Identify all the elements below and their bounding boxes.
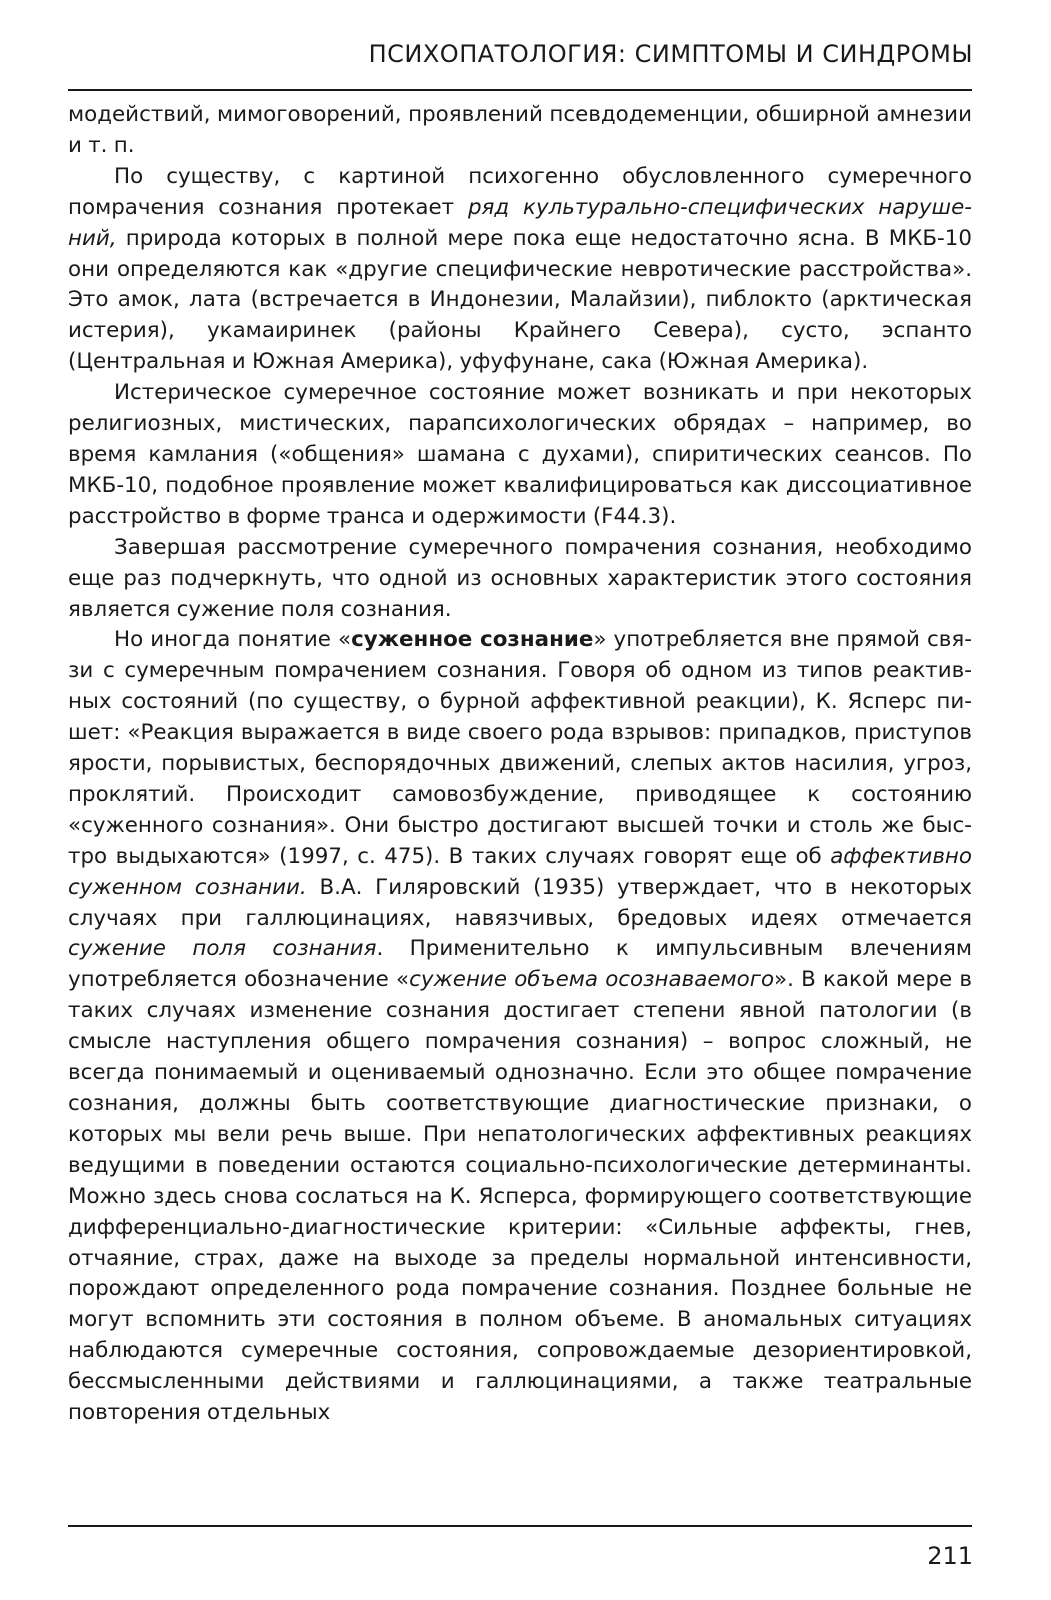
running-head: ПСИХОПАТОЛОГИЯ: СИМПТОМЫ И СИНДРОМЫ: [368, 40, 973, 68]
emphasis-bold: суженное сознание: [351, 627, 594, 653]
text-run: » употребляется вне прямой связи с сумеречным помрачением сознания. Говоря об одном из типов реактивных состояний (по существу, о бурной аффективной реакции), К. Ясперс пишет: «Реакция выражается в виде своего рода взрывов: припадков, приступов ярости, порывистых, беспорядочных движений, слепых актов насилия, угроз, проклятий. Происходит самовозбуждение, приводящее к состоянию «суженного сознания». Они быстро достигают высшей точки и столь же быстро выдыхаются» (1997, с. 475). В таких случаях говорят еще об: [68, 627, 972, 869]
text-run: ». В какой мере в таких случаях изменение сознания достигает степени явной патологии (в смысле наступления общего помрачения сознания) – вопрос сложный, не всегда понимаемый и оцениваемый однозначно. Если это общее помрачение сознания, должны быть соответствующие диагностические признаки, о которых мы вели речь выше. При непатологических аффективных реакциях ведущими в поведении остаются социально-психологические детерминанты. Можно здесь снова сослаться на К. Ясперса, формирующего соответствующие дифференциально-диагностические критерии: «Сильные аффекты, гнев, отчаяние, страх, даже на выходе за пределы нормальной интенсивности, порождают определенного рода помрачение сознания. Позднее больные не могут вспомнить эти состояния в полном объеме. В аномальных ситуациях наблюдаются сумеречные состояния, сопровождаемые дезориентировкой, бессмысленными действиями и галлюцинациями, а также театральные повторения отдельных: [68, 967, 972, 1426]
body-text: [68, 100, 972, 1429]
text-run: Истерическое сумеречное состояние может возникать и при некоторых религиозных, мистических, парапсихологических обрядах – например, во время камлания («общения» шамана с духами), спиритических сеансов. По МКБ-10, подобное проявление может квалифицироваться как диссоциативное расстройство в форме транса и одержимости (F44.3).: [68, 380, 972, 529]
paragraph: [68, 162, 972, 378]
paragraph: [68, 533, 972, 626]
emphasis-italic: сужение объема осознаваемого: [409, 967, 775, 993]
paragraph: [68, 100, 972, 162]
emphasis-italic: сужение поля сознания: [68, 936, 377, 962]
text-run: Завершая рассмотрение сумеречного помрачения сознания, необходимо еще раз подчеркнуть, что одной из основных характеристик этого состояния является сужение поля сознания.: [68, 534, 972, 622]
paragraph: [68, 378, 972, 533]
text-run: В.А. Гиляровский (1935) утверждает, что в некоторых случаях при галлюцинациях, навязчивых, бредовых идеях отмечается: [68, 874, 973, 931]
text-run: природа которых в полной мере пока еще недостаточно ясна. В МКБ-10 они определяются как «другие специфические невротические расстройства». Это амок, лата (встречается в Индонезии, Малайзии), пиблокто (арктическая истерия), укамаиринек (районы Крайнего Севера), сусто, эспанто (Центральная и Южная Америка), уфуфунане, сака (Южная Америка).: [68, 225, 972, 375]
text-run: Но иногда понятие «: [114, 627, 352, 653]
text-run: модействий, мимоговорений, проявлений псевдодеменции, обширной амнезии и т. п.: [68, 102, 972, 158]
page-number: 211: [927, 1542, 973, 1570]
footer-rule: [68, 1525, 972, 1527]
text-run: По существу, с картиной психогенно обусловленного сумеречного помрачения сознания протекает: [68, 163, 972, 220]
text-run: . Применительно к импульсивным влечениям употребляется обозначение «: [68, 936, 972, 993]
emphasis-italic: аффективно суженном сознании.: [68, 843, 972, 900]
paragraph: [68, 625, 972, 1429]
emphasis-italic: ряд культурально-специфических нарушений,: [68, 194, 972, 251]
header-rule: [68, 89, 972, 91]
